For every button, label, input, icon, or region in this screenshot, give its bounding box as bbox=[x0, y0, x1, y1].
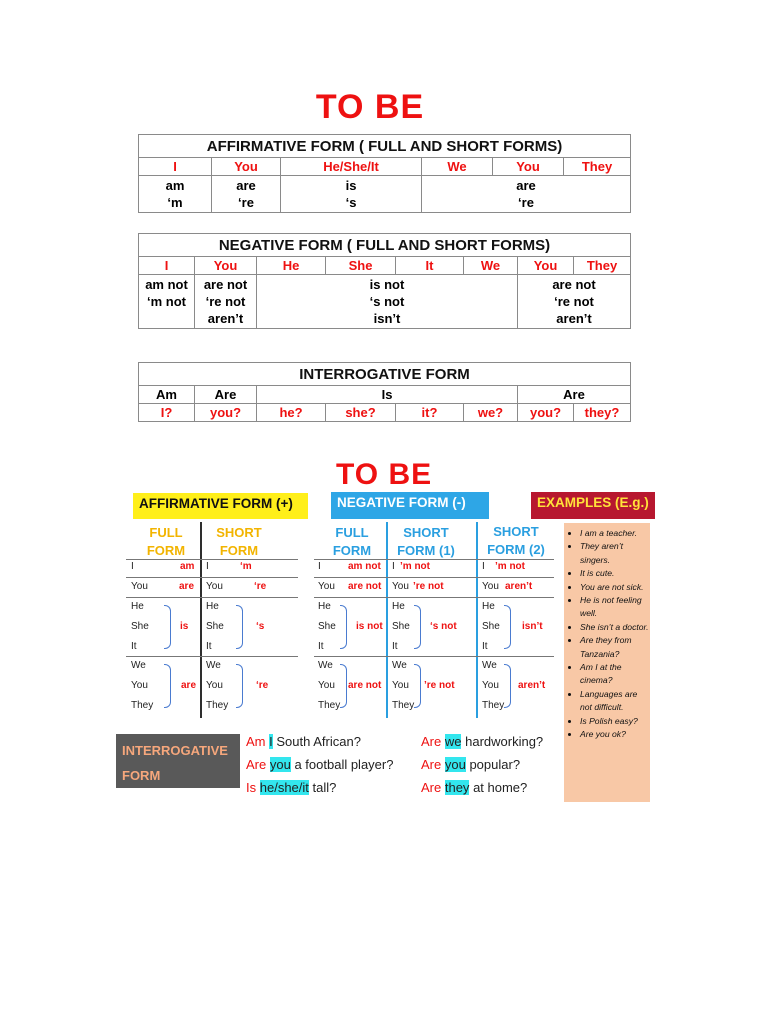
subject-text: He bbox=[318, 601, 331, 612]
divider bbox=[200, 522, 202, 718]
verb-text: are bbox=[181, 680, 197, 691]
list-item: • He is not feeling well. bbox=[580, 594, 650, 621]
bracket bbox=[340, 664, 347, 708]
bracket bbox=[504, 664, 511, 708]
examples-tag: EXAMPLES (E.g.) bbox=[531, 492, 655, 519]
chart-title: TO BE bbox=[336, 458, 433, 491]
pronoun-cell: They bbox=[564, 158, 631, 176]
subject-text: We bbox=[318, 660, 333, 671]
verb-text: ’m not bbox=[495, 561, 525, 572]
verb-text: ’re not bbox=[413, 581, 444, 592]
pronoun-cell: It bbox=[396, 257, 464, 275]
list-item: • Languages are not difficult. bbox=[580, 688, 650, 715]
form-cell: am ‘m bbox=[139, 176, 212, 213]
verb-text: aren’t bbox=[518, 680, 546, 691]
subject-text: It bbox=[131, 641, 137, 652]
form-cell: are ‘re bbox=[422, 176, 631, 213]
subject-text: You bbox=[482, 581, 499, 592]
subject-text: I bbox=[318, 561, 321, 572]
verb-text: ‘m bbox=[240, 561, 252, 572]
subject-text: It bbox=[206, 641, 212, 652]
subject-text: They bbox=[482, 700, 505, 711]
form-cell: are not ‘re not aren’t bbox=[195, 275, 257, 329]
subject-text: You bbox=[206, 581, 223, 592]
list-item: • You are not sick. bbox=[580, 581, 650, 594]
pronoun-cell: he? bbox=[257, 404, 326, 422]
negative-table bbox=[138, 233, 631, 329]
subject-text: She bbox=[392, 621, 410, 632]
page-title: TO BE bbox=[315, 88, 425, 126]
list-item: • It is cute. bbox=[580, 567, 650, 580]
verb-text: am not bbox=[348, 561, 381, 572]
verb-text: aren’t bbox=[505, 581, 533, 592]
question-line: Are we hardworking? bbox=[421, 734, 544, 749]
interrogative-label: INTERROGATIVE FORM bbox=[116, 734, 240, 788]
subject-text: We bbox=[392, 660, 407, 671]
short-form-heading: SHORT FORM bbox=[216, 525, 262, 558]
row-rule bbox=[314, 656, 554, 657]
verb-text: is not bbox=[356, 621, 383, 632]
verb-text: ‘s bbox=[256, 621, 265, 632]
row-rule bbox=[314, 559, 554, 560]
question-line: Am I South African? bbox=[246, 734, 361, 749]
subject-text: She bbox=[318, 621, 336, 632]
subject-text: It bbox=[392, 641, 398, 652]
subject-text: I bbox=[392, 561, 395, 572]
list-item: • Are you ok? bbox=[580, 728, 650, 741]
bracket bbox=[236, 664, 243, 708]
question-line: Are you popular? bbox=[421, 757, 521, 772]
pronoun-cell: They bbox=[574, 257, 631, 275]
affirmative-header: AFFIRMATIVE FORM ( FULL AND SHORT FORMS) bbox=[139, 135, 631, 158]
question-line: Are you a football player? bbox=[246, 757, 394, 772]
verb-text: ’m not bbox=[400, 561, 430, 572]
list-item: • Are they from Tanzania? bbox=[580, 634, 650, 661]
negative-tag: NEGATIVE FORM (-) bbox=[331, 492, 489, 519]
subject-text: You bbox=[482, 680, 499, 691]
subject-text: We bbox=[482, 660, 497, 671]
row-rule bbox=[314, 577, 554, 578]
pronoun-cell: He bbox=[257, 257, 326, 275]
verb-text: am bbox=[180, 561, 195, 572]
list-item: • Is Polish easy? bbox=[580, 715, 650, 728]
verb-cell: Is bbox=[257, 386, 518, 404]
subject-text: It bbox=[318, 641, 324, 652]
subject-text: You bbox=[131, 680, 148, 691]
verb-text: ‘re bbox=[256, 680, 269, 691]
form-cell: are ‘re bbox=[212, 176, 281, 213]
subject-text: I bbox=[131, 561, 134, 572]
pronoun-cell: She bbox=[326, 257, 396, 275]
subject-text: They bbox=[131, 700, 154, 711]
subject-text: It bbox=[482, 641, 488, 652]
list-item: • I am a teacher. bbox=[580, 527, 650, 540]
verb-text: ’re not bbox=[424, 680, 455, 691]
verb-text: ‘re bbox=[254, 581, 267, 592]
subject-text: You bbox=[318, 680, 335, 691]
affirmative-table bbox=[138, 134, 631, 213]
verb-cell: Am bbox=[139, 386, 195, 404]
subject-text: We bbox=[131, 660, 146, 671]
affirmative-tag: AFFIRMATIVE FORM (+) bbox=[133, 493, 308, 519]
row-rule bbox=[126, 577, 298, 578]
pronoun-cell: she? bbox=[326, 404, 396, 422]
row-rule bbox=[126, 559, 298, 560]
subject-text: They bbox=[392, 700, 415, 711]
bracket bbox=[414, 605, 421, 649]
subject-text: She bbox=[482, 621, 500, 632]
subject-text: He bbox=[206, 601, 219, 612]
subject-text: You bbox=[318, 581, 335, 592]
subject-text: You bbox=[206, 680, 223, 691]
pronoun-cell: We bbox=[464, 257, 518, 275]
verb-text: are not bbox=[348, 581, 382, 592]
verb-cell: Are bbox=[195, 386, 257, 404]
subject-text: You bbox=[392, 581, 409, 592]
form-cell: am not ‘m not bbox=[139, 275, 195, 329]
question-line: Are they at home? bbox=[421, 780, 528, 795]
verb-text: ‘s not bbox=[430, 621, 457, 632]
verb-text: are bbox=[179, 581, 195, 592]
subject-text: She bbox=[206, 621, 224, 632]
row-rule bbox=[126, 597, 298, 598]
verb-text: isn’t bbox=[522, 621, 543, 632]
subject-text: You bbox=[392, 680, 409, 691]
verb-text: is bbox=[180, 621, 189, 632]
verb-text: are not bbox=[348, 680, 382, 691]
interrogative-header: INTERROGATIVE FORM bbox=[139, 363, 631, 386]
neg-short-form-2-heading: SHORT FORM (2) bbox=[487, 524, 545, 557]
subject-text: I bbox=[482, 561, 485, 572]
list-item: • Am I at the cinema? bbox=[580, 661, 650, 688]
pronoun-cell: You bbox=[212, 158, 281, 176]
form-cell: are not ‘re not aren’t bbox=[518, 275, 631, 329]
pronoun-cell: I bbox=[139, 257, 195, 275]
subject-text: You bbox=[131, 581, 148, 592]
list-item: • She isn’t a doctor. bbox=[580, 621, 650, 634]
pronoun-cell: We bbox=[422, 158, 493, 176]
list-item: • They aren’t singers. bbox=[580, 540, 650, 567]
subject-text: They bbox=[318, 700, 341, 711]
subject-text: He bbox=[131, 601, 144, 612]
row-rule bbox=[126, 656, 298, 657]
subject-text: I bbox=[206, 561, 209, 572]
subject-text: They bbox=[206, 700, 229, 711]
pronoun-cell: we? bbox=[464, 404, 518, 422]
subject-text: He bbox=[392, 601, 405, 612]
pronoun-cell: I? bbox=[139, 404, 195, 422]
pronoun-cell: you? bbox=[518, 404, 574, 422]
form-cell: is ‘s bbox=[281, 176, 422, 213]
pronoun-cell: they? bbox=[574, 404, 631, 422]
full-form-heading: FULL FORM bbox=[146, 525, 186, 558]
pronoun-cell: You bbox=[195, 257, 257, 275]
subject-text: She bbox=[131, 621, 149, 632]
bracket bbox=[504, 605, 511, 649]
bracket bbox=[164, 605, 171, 649]
neg-short-form-1-heading: SHORT FORM (1) bbox=[397, 525, 455, 558]
question-line: Is he/she/it tall? bbox=[246, 780, 337, 795]
negative-header: NEGATIVE FORM ( FULL AND SHORT FORMS) bbox=[139, 234, 631, 257]
pronoun-cell: you? bbox=[195, 404, 257, 422]
form-cell: is not ‘s not isn’t bbox=[257, 275, 518, 329]
subject-text: He bbox=[482, 601, 495, 612]
pronoun-cell: You bbox=[493, 158, 564, 176]
verb-cell: Are bbox=[518, 386, 631, 404]
examples-box bbox=[564, 523, 650, 802]
pronoun-cell: I bbox=[139, 158, 212, 176]
bracket bbox=[236, 605, 243, 649]
interrogative-table bbox=[138, 362, 631, 422]
divider bbox=[386, 522, 388, 718]
pronoun-cell: it? bbox=[396, 404, 464, 422]
bracket bbox=[340, 605, 347, 649]
examples-list bbox=[564, 523, 650, 742]
row-rule bbox=[314, 597, 554, 598]
bracket bbox=[164, 664, 171, 708]
bracket bbox=[414, 664, 421, 708]
neg-full-form-heading: FULL FORM bbox=[332, 525, 372, 558]
divider bbox=[476, 522, 478, 718]
subject-text: We bbox=[206, 660, 221, 671]
pronoun-cell: He/She/It bbox=[281, 158, 422, 176]
pronoun-cell: You bbox=[518, 257, 574, 275]
